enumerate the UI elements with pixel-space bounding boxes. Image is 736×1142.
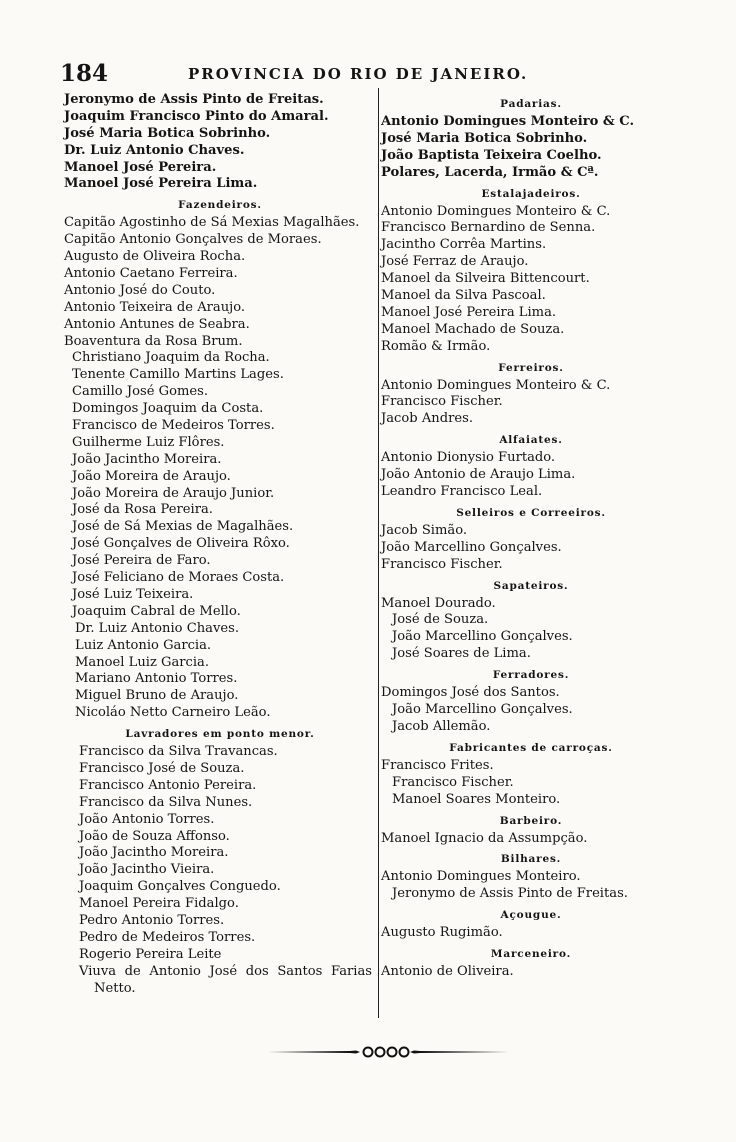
list-item: José Pereira de Faro. (72, 553, 211, 569)
list-item: Boaventura da Rosa Brum. (64, 333, 243, 349)
list-item (64, 964, 376, 981)
section-heading-estalajadeiros: Estalajadeiros. (481, 187, 581, 200)
section-heading-acougue: Açougue. (500, 909, 562, 922)
page-number: 184 (60, 60, 109, 87)
section-heading-bilhares: Bilhares. (500, 853, 562, 866)
list-item: Manoel Dourado. (381, 595, 496, 611)
list-item: Antonio Domingues Monteiro & C. (381, 114, 635, 129)
list-item: Joaquim Cabral de Mello. (72, 603, 241, 619)
page-title: PROVINCIA DO RIO DE JANEIRO. (188, 65, 529, 83)
list-item: Jeronymo de Assis Pinto de Freitas. (64, 92, 324, 107)
list-item: Miguel Bruno de Araujo. (75, 688, 239, 704)
section-heading-barbeiro: Barbeiro. (499, 814, 563, 827)
list-item: Manoel Pereira Fidalgo. (79, 896, 239, 912)
list-item: Manoel da Silveira Bittencourt. (381, 271, 590, 287)
section-heading-ferreiros: Ferreiros. (498, 361, 564, 374)
list-item: Antonio Dionysio Furtado. (381, 450, 556, 466)
list-item: João Antonio de Araujo Lima. (381, 467, 576, 483)
list-item: Francisco da Silva Travancas. (79, 744, 278, 760)
list-item: Manoel Ignacio da Assumpção. (381, 830, 588, 846)
list-item: João Marcellino Gonçalves. (392, 702, 573, 718)
list-item: Pedro Antonio Torres. (79, 912, 225, 928)
list-item: João Marcellino Gonçalves. (392, 629, 573, 645)
list-item: Francisco de Medeiros Torres. (72, 418, 275, 434)
list-item: José de Souza. (392, 612, 489, 628)
list-item: Antonio Caetano Ferreira. (64, 266, 238, 282)
list-item: Domingos José dos Santos. (381, 685, 560, 701)
list-item: Polares, Lacerda, Irmão & Cª. (381, 164, 599, 180)
list-item: João Antonio Torres. (79, 811, 215, 827)
list-item: Capitão Antonio Gonçalves de Moraes. (64, 232, 322, 248)
list-item: Jeronymo de Assis Pinto de Freitas. (392, 886, 628, 902)
list-item: Antonio Antunes de Seabra. (64, 316, 250, 332)
list-item: Christiano Joaquim da Rocha. (72, 350, 270, 366)
section-heading-selleiros-e-correeiros: Selleiros e Correeiros. (456, 506, 606, 519)
section-heading-padarias: Padarias. (500, 98, 562, 110)
list-item: Francisco Frites. (381, 757, 494, 773)
list-item: João Baptista Teixeira Coelho. (381, 147, 602, 163)
list-item: Guilherme Luiz Flôres. (72, 434, 225, 450)
page-header (60, 60, 580, 90)
list-item: Camillo José Gomes. (72, 384, 209, 400)
list-item: João Moreira de Araujo Junior. (72, 485, 275, 501)
list-item: José Luiz Teixeira. (72, 586, 194, 602)
list-item: Augusto Rugimão. (381, 925, 503, 941)
list-item: Francisco Fischer. (392, 774, 514, 790)
list-item: José da Rosa Pereira. (72, 502, 213, 518)
list-item: José Feliciano de Moraes Costa. (72, 570, 285, 586)
word: dos (245, 963, 269, 979)
list-item: Manoel José Pereira Lima. (381, 304, 557, 320)
list-item: João Moreira de Araujo. (72, 468, 231, 484)
word: Antonio (149, 963, 201, 979)
section-heading-sapateiros: Sapateiros. (493, 579, 569, 592)
word: Viuva (79, 963, 117, 979)
list-item: Manoel Machado de Souza. (381, 321, 565, 337)
list-item: José Soares de Lima. (392, 646, 531, 662)
word: de (124, 963, 141, 979)
word: Farias (331, 963, 372, 979)
list-item: Jacob Allemão. (392, 718, 491, 734)
list-item: Jacintho Corrêa Martins. (381, 237, 547, 253)
list-item: Manoel Soares Monteiro. (392, 791, 561, 807)
list-item: Francisco José de Souza. (79, 760, 245, 776)
right-column (381, 92, 681, 981)
list-item: Manoel Luiz Garcia. (75, 654, 210, 670)
list-item: Romão & Irmão. (381, 338, 491, 354)
list-item: Augusto de Oliveira Rocha. (64, 249, 246, 265)
list-item: Nicoláo Netto Carneiro Leão. (75, 705, 271, 721)
list-item: Luiz Antonio Garcia. (75, 637, 212, 653)
list-item: João Marcellino Gonçalves. (381, 539, 562, 555)
list-item: Joaquim Francisco Pinto do Amaral. (64, 108, 329, 124)
list-item: Manoel da Silva Pascoal. (381, 288, 546, 304)
word: Santos (277, 963, 323, 979)
list-item: José Gonçalves de Oliveira Rôxo. (72, 536, 290, 552)
section-heading-ferradores: Ferradores. (492, 669, 570, 682)
list-item: Francisco Bernardino de Senna. (381, 220, 596, 236)
list-item: João Jacintho Moreira. (72, 451, 222, 467)
list-item: Francisco Fischer. (381, 394, 503, 410)
list-item: Mariano Antonio Torres. (75, 671, 238, 687)
list-item: Manoel José Pereira. (64, 159, 217, 175)
list-item: João Jacintho Moreira. (79, 845, 229, 861)
list-item: José Maria Botica Sobrinho. (64, 125, 271, 141)
list-item: Antonio Domingues Monteiro. (381, 869, 581, 885)
list-item: José Ferraz de Araujo. (381, 254, 529, 270)
section-heading-fabricantes-de-carrocas: Fabricantes de carroças. (449, 741, 613, 754)
list-item: Netto. (94, 980, 136, 996)
list-item: Joaquim Gonçalves Conguedo. (79, 879, 281, 895)
list-item: João de Souza Affonso. (79, 828, 230, 844)
list-item: Antonio Teixeira de Araujo. (64, 299, 246, 315)
column-divider (378, 88, 379, 1018)
list-item: Francisco Fischer. (381, 556, 503, 572)
list-item: João Jacintho Vieira. (79, 862, 215, 878)
word: José (209, 963, 238, 979)
left-column (64, 92, 376, 997)
list-item: Capitão Agostinho de Sá Mexias Magalhães. (64, 215, 360, 231)
list-item: Antonio Domingues Monteiro & C. (381, 377, 611, 393)
ornament-rule (268, 1045, 512, 1059)
list-item: Jacob Andres. (381, 411, 473, 427)
list-item: Dr. Luiz Antonio Chaves. (64, 142, 245, 158)
list-item: Leandro Francisco Leal. (381, 484, 543, 500)
section-heading-lavradores-em-ponto-menor: Lavradores em ponto menor. (125, 728, 315, 741)
list-item: Antonio Domingues Monteiro & C. (381, 203, 611, 219)
list-item: Antonio de Oliveira. (381, 964, 514, 980)
list-item: Francisco Antonio Pereira. (79, 777, 257, 793)
list-item: Domingos Joaquim da Costa. (72, 401, 264, 417)
list-item: Dr. Luiz Antonio Chaves. (75, 620, 240, 636)
list-item: Manoel José Pereira Lima. (64, 176, 258, 192)
section-heading-marceneiro: Marceneiro. (490, 948, 572, 961)
section-heading-fazendeiros: Fazendeiros. (178, 199, 262, 212)
list-item: Tenente Camillo Martins Lages. (72, 367, 284, 383)
list-item: Jacob Simão. (381, 522, 468, 538)
list-item: Francisco da Silva Nunes. (79, 794, 253, 810)
list-item: Antonio José do Couto. (64, 282, 216, 298)
list-item: José Maria Botica Sobrinho. (381, 130, 588, 146)
list-item: Rogerio Pereira Leite (79, 946, 222, 962)
list-item: José de Sá Mexias de Magalhães. (72, 519, 294, 535)
section-heading-alfaiates: Alfaiates. (499, 434, 563, 447)
list-item: Pedro de Medeiros Torres. (79, 929, 256, 945)
